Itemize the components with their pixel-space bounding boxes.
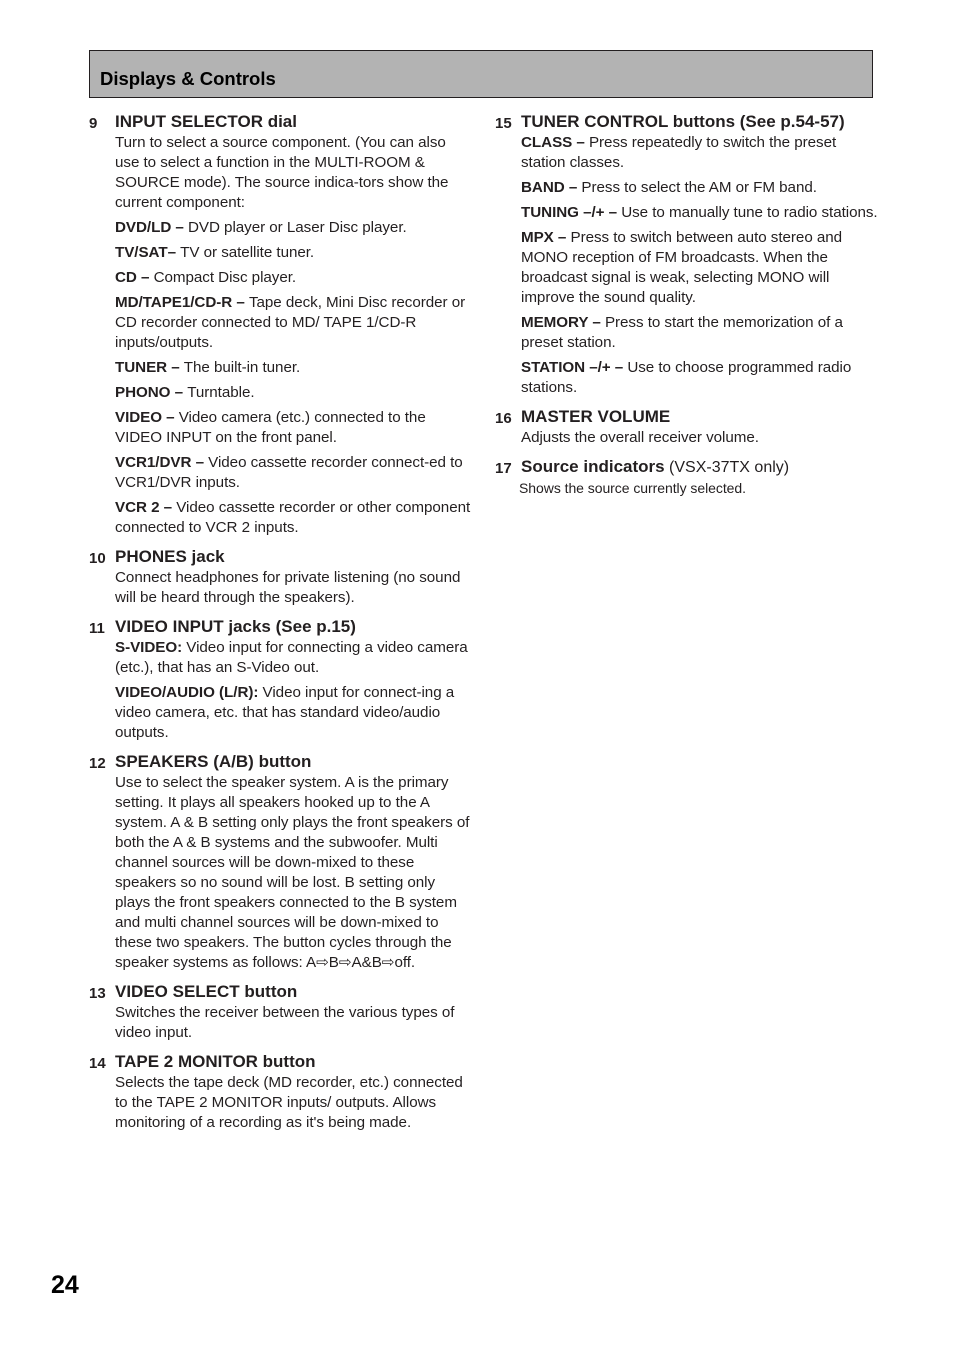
section-paragraph — [115, 1003, 474, 1043]
section-item-17 — [495, 457, 880, 497]
left-column — [89, 112, 474, 1142]
paragraph-text: Adjusts the overall receiver volume. — [521, 429, 759, 446]
section-title — [115, 752, 474, 772]
section-title — [115, 547, 474, 567]
section-paragraph — [521, 313, 880, 353]
paragraph-text: The built-in tuner. — [183, 359, 301, 376]
section-paragraph — [115, 243, 474, 263]
section-title-text: SPEAKERS (A/B) button — [115, 752, 312, 771]
term-label: MEMORY – — [521, 314, 605, 331]
section-number: 12 — [89, 755, 106, 772]
term-label: CD – — [115, 269, 154, 286]
paragraph-text: Compact Disc player. — [153, 269, 297, 286]
section-title — [521, 112, 880, 132]
section-number: 13 — [89, 985, 106, 1002]
section-paragraph — [115, 773, 474, 973]
paragraph-text: Video input for connect-ing a video camera, etc. that has standard video/audio outputs. — [115, 684, 455, 741]
section-number: 16 — [495, 410, 512, 427]
section-number: 9 — [89, 115, 98, 132]
term-label: VIDEO/AUDIO (L/R): — [115, 684, 263, 701]
paragraph-text: Turn to select a source component. (You can also use to select a function in the MULTI-ROOM & SOURCE mode). The source indica-tors show the current component: — [115, 134, 449, 211]
section-number: 17 — [495, 460, 512, 477]
paragraph-text: Use to choose programmed radio stations. — [521, 359, 852, 396]
section-item-13 — [89, 982, 474, 1043]
section-title-note: (VSX-37TX only) — [664, 459, 790, 476]
term-label: BAND – — [521, 179, 582, 196]
section-item-15 — [495, 112, 880, 398]
section-paragraph — [521, 358, 880, 398]
paragraph-text: Switches the receiver between the various types of video input. — [115, 1004, 455, 1041]
section-title — [521, 407, 880, 427]
term-label: VIDEO – — [115, 409, 179, 426]
page-number: 24 — [51, 1271, 79, 1299]
section-title-text: MASTER VOLUME — [521, 407, 671, 426]
section-paragraph — [115, 383, 474, 403]
paragraph-text: Shows the source currently selected. — [519, 480, 746, 496]
paragraph-text: Video camera (etc.) connected to the VIDEO INPUT on the front panel. — [115, 409, 426, 446]
section-paragraph — [521, 203, 880, 223]
paragraph-text: Use to manually tune to radio stations. — [621, 204, 878, 221]
section-number: 15 — [495, 115, 512, 132]
section-paragraph — [115, 408, 474, 448]
section-paragraph — [115, 453, 474, 493]
paragraph-text: Tape deck, Mini Disc recorder or CD recorder connected to MD/ TAPE 1/CD-R inputs/outputs. — [115, 294, 466, 351]
section-paragraph — [115, 268, 474, 288]
section-title-text: Source indicators — [521, 457, 665, 476]
paragraph-text: Video cassette recorder connect-ed to VCR1/DVR inputs. — [115, 454, 463, 491]
section-title — [115, 982, 474, 1002]
paragraph-text: Video input for connecting a video camera (etc.), that has an S-Video out. — [115, 639, 468, 676]
section-paragraph — [519, 479, 878, 497]
term-label: TUNER – — [115, 359, 184, 376]
section-number: 14 — [89, 1055, 106, 1072]
paragraph-text: Press to select the AM or FM band. — [581, 179, 817, 196]
term-label: STATION –/+ – — [521, 359, 628, 376]
section-paragraph — [115, 498, 474, 538]
section-paragraph — [115, 133, 474, 213]
section-item-9 — [89, 112, 474, 538]
paragraph-text: Turntable. — [187, 384, 255, 401]
paragraph-text: Video cassette recorder or other component connected to VCR 2 inputs. — [115, 499, 471, 536]
section-title — [521, 457, 880, 478]
section-item-16 — [495, 407, 880, 448]
section-title-text: TAPE 2 MONITOR button — [115, 1052, 316, 1071]
term-label: TV/SAT– — [115, 244, 181, 261]
section-title-text: PHONES jack — [115, 547, 225, 566]
section-item-12 — [89, 752, 474, 973]
paragraph-text: Press to start the memorization of a preset station. — [521, 314, 843, 351]
section-item-11 — [89, 617, 474, 743]
section-title-text: VIDEO SELECT button — [115, 982, 298, 1001]
section-title-text: VIDEO INPUT jacks (See p.15) — [115, 617, 356, 636]
section-paragraph — [115, 683, 474, 743]
section-item-14 — [89, 1052, 474, 1133]
paragraph-text: Use to select the speaker system. A is the primary setting. It plays all speakers hooked up to the A system. A & B setting only plays the front speakers of both the A & B systems and the subwoofer. Multi channel sources will be down-mixed to these speakers so no sound will be lost. B setting only plays the front speakers connected to the B system and multi channel sources will be down-mixed to these two speakers. The button cycles through the speaker systems as follows: A⇨B⇨A&B⇨off. — [115, 774, 470, 971]
section-number: 11 — [89, 620, 105, 637]
term-label: PHONO – — [115, 384, 188, 401]
paragraph-text: Press repeatedly to switch the preset station classes. — [521, 134, 837, 171]
section-title-text: TUNER CONTROL buttons (See p.54-57) — [521, 112, 845, 131]
section-title — [115, 1052, 474, 1072]
section-paragraph — [521, 178, 880, 198]
term-label: DVD/LD – — [115, 219, 188, 236]
section-title — [115, 112, 474, 132]
header-bar — [89, 50, 873, 98]
page-title: Displays & Controls — [100, 68, 276, 89]
paragraph-text: Connect headphones for private listening (no sound will be heard through the speakers). — [115, 569, 461, 606]
term-label: VCR1/DVR – — [115, 454, 209, 471]
paragraph-text: Press to switch between auto stereo and MONO reception of FM broadcasts. When the broadcast signal is weak, selecting MONO will improve the sound quality. — [521, 229, 843, 306]
section-paragraph — [115, 293, 474, 353]
section-number: 10 — [89, 550, 106, 567]
section-paragraph — [115, 638, 474, 678]
paragraph-text: Selects the tape deck (MD recorder, etc.) connected to the TAPE 2 MONITOR inputs/ outputs. Allows monitoring of a recording as it's being made. — [115, 1074, 463, 1131]
section-paragraph — [115, 358, 474, 378]
term-label: CLASS – — [521, 134, 589, 151]
section-paragraph — [115, 568, 474, 608]
paragraph-text: TV or satellite tuner. — [180, 244, 315, 261]
right-column — [495, 112, 880, 506]
term-label: MPX – — [521, 229, 571, 246]
section-item-10 — [89, 547, 474, 608]
paragraph-text: DVD player or Laser Disc player. — [187, 219, 407, 236]
section-paragraph — [115, 1073, 474, 1133]
term-label: TUNING –/+ – — [521, 204, 622, 221]
section-paragraph — [521, 428, 880, 448]
section-title — [115, 617, 474, 637]
section-paragraph — [115, 218, 474, 238]
section-paragraph — [521, 133, 880, 173]
section-paragraph — [521, 228, 880, 308]
term-label: S-VIDEO: — [115, 639, 187, 656]
term-label: VCR 2 – — [115, 499, 177, 516]
term-label: MD/TAPE1/CD-R – — [115, 294, 249, 311]
section-title-text: INPUT SELECTOR dial — [115, 112, 297, 131]
